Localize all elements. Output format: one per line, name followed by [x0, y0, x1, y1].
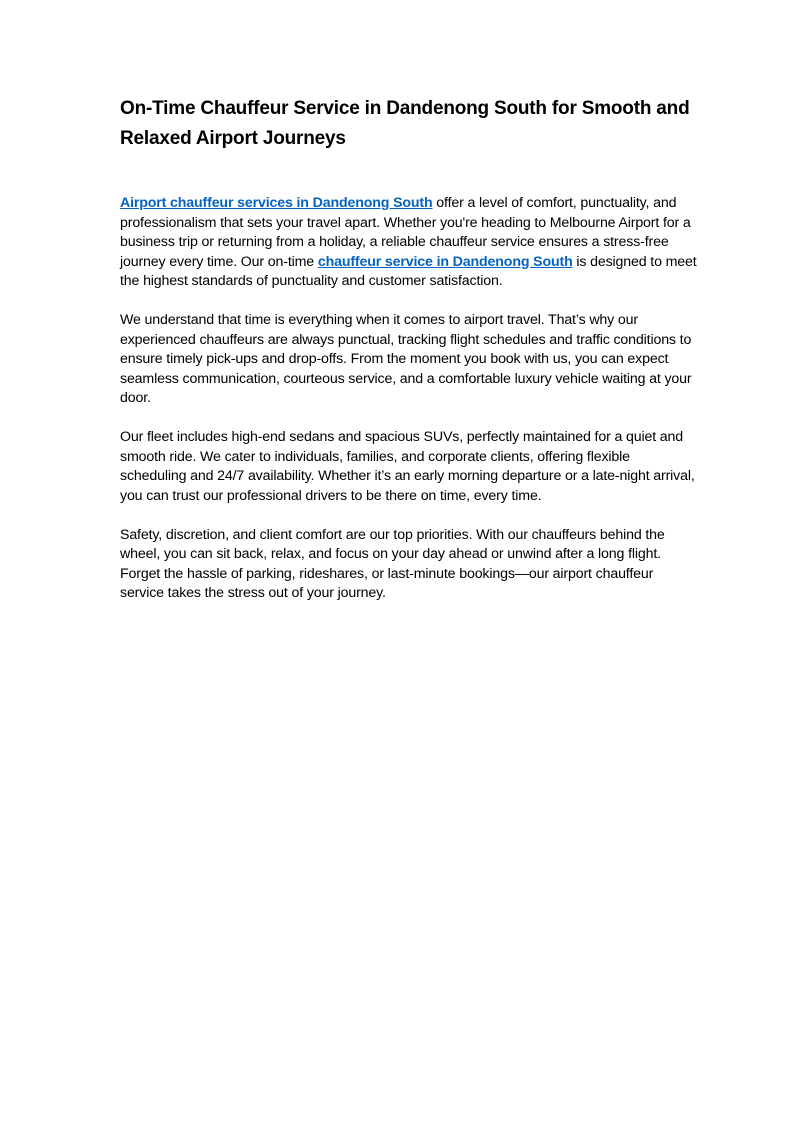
document-page — [120, 94, 700, 623]
page-title: On-Time Chauffeur Service in Dandenong South for Smooth and Relaxed Airport Journeys — [120, 98, 690, 149]
paragraph-intro — [120, 194, 700, 292]
document-body — [120, 194, 700, 604]
intro-text-1: offer a level of comfort, punctuality, and professionalism that sets your travel apart. Whether you're heading to Melbourne Airport for a business trip or returning from a holiday, a reliable chauffeur service ensures a stress-free journey every time. Our on-time — [120, 195, 691, 270]
chauffeur-service-link[interactable]: chauffeur service in Dandenong South — [317, 253, 573, 270]
paragraph-punctuality: We understand that time is everything when it comes to airport travel. That’s why our experienced chauffeurs are always punctual, tracking flight schedules and traffic conditions to ensure timely pick-ups and drop-offs. From the moment you book with us, you can expect seamless communication, courteous service, and a comfortable luxury vehicle waiting at your door. — [120, 312, 692, 406]
paragraph-fleet: Our fleet includes high-end sedans and spacious SUVs, perfectly maintained for a quiet and smooth ride. We cater to individuals, families, and corporate clients, offering flexible scheduling and 24/7 availability. Whether it’s an early morning departure or a late-night arrival, you can trust our professional drivers to be there on time, every time. — [120, 429, 695, 504]
airport-chauffeur-link[interactable]: Airport chauffeur services in Dandenong South — [120, 195, 433, 211]
intro-text-2: is designed to meet the highest standards of punctuality and customer satisfaction. — [120, 253, 697, 289]
paragraph-safety: Safety, discretion, and client comfort are our top priorities. With our chauffeurs behind the wheel, you can sit back, relax, and focus on your day ahead or unwind after a long flight. Forget the hassle of parking, rideshares, or last-minute bookings—our airport chauffeur service takes the stress out of your journey. — [120, 526, 665, 601]
